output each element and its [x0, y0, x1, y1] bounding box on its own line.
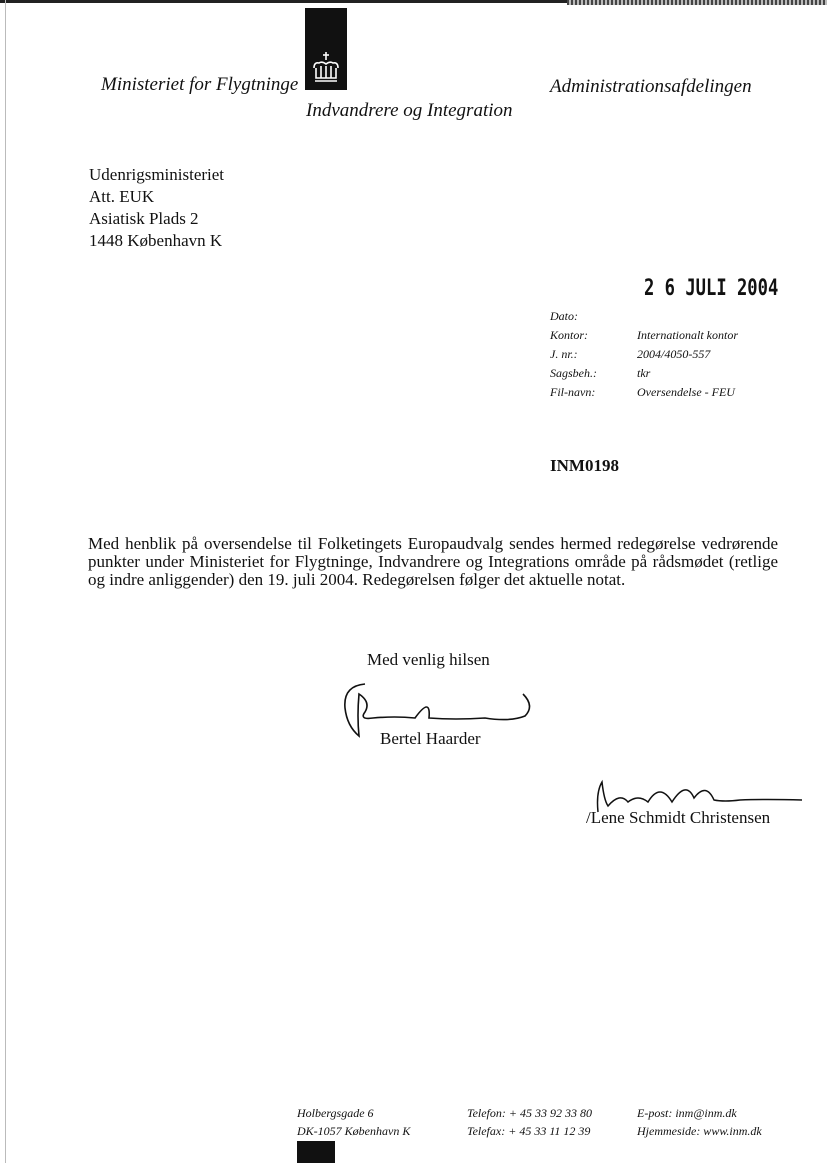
meta-row — [550, 364, 738, 383]
address-line: Asiatisk Plads 2 — [89, 209, 199, 228]
meta-row — [550, 345, 738, 364]
footer-address — [297, 1104, 410, 1140]
meta-label: Dato: — [550, 309, 578, 323]
meta-value: 2004/4050-557 — [637, 347, 711, 361]
footer-phone — [467, 1104, 592, 1140]
footer-line: Telefax: + 45 33 11 12 39 — [467, 1124, 591, 1138]
signer-name: Bertel Haarder — [380, 729, 481, 748]
meta-row — [550, 307, 738, 326]
date-stamp: 2 6 JULI 2004 — [644, 276, 779, 301]
metadata-table — [550, 307, 738, 402]
recipient-address — [89, 164, 224, 252]
meta-label: Fil-navn: — [550, 385, 596, 399]
ministry-name: Ministeriet for Flygtninge — [101, 74, 299, 95]
footer-line: E-post: inm@inm.dk — [637, 1106, 737, 1120]
meta-label: J. nr.: — [550, 347, 578, 361]
footer-web — [637, 1104, 762, 1140]
footer-line: DK-1057 København K — [297, 1124, 411, 1138]
address-line: Att. EUK — [89, 187, 155, 206]
meta-row — [550, 383, 738, 402]
crown-logo-icon — [305, 8, 347, 90]
signer-name: /Lene Schmidt Christensen — [586, 808, 771, 827]
department-name: Administrationsafdelingen — [550, 76, 752, 97]
meta-row — [550, 326, 738, 345]
letter-body: Med henblik på oversendelse til Folketingets Europaudvalg sendes hermed redegørelse vedrørende punkter under Ministeriet for Flygtninge, Indvandrere og Integrations område på rådsmødet (retlige og indre anliggender) den 19. juli 2004. Redegørelsen følger det aktuelle notat. — [88, 534, 778, 589]
footer-line: Holbergsgade 6 — [297, 1106, 374, 1120]
footer-line: Hjemmeside: www.inm.dk — [637, 1124, 762, 1138]
meta-value: Oversendelse - FEU — [637, 385, 735, 399]
meta-label: Sagsbeh.: — [550, 366, 597, 380]
reference-number: INM0198 — [550, 456, 619, 475]
meta-value: Internationalt kontor — [637, 328, 738, 342]
scan-edge-left — [5, 0, 6, 1163]
address-line: Udenrigsministeriet — [89, 165, 225, 184]
ministry-subtitle: Indvandrere og Integration — [306, 100, 513, 121]
footer-mark — [297, 1141, 335, 1163]
closing-greeting: Med venlig hilsen — [367, 650, 490, 669]
meta-value: tkr — [637, 366, 651, 380]
footer-line: Telefon: + 45 33 92 33 80 — [467, 1106, 592, 1120]
meta-label: Kontor: — [550, 328, 589, 342]
address-line: 1448 København K — [89, 231, 223, 250]
scan-edge — [567, 0, 827, 5]
